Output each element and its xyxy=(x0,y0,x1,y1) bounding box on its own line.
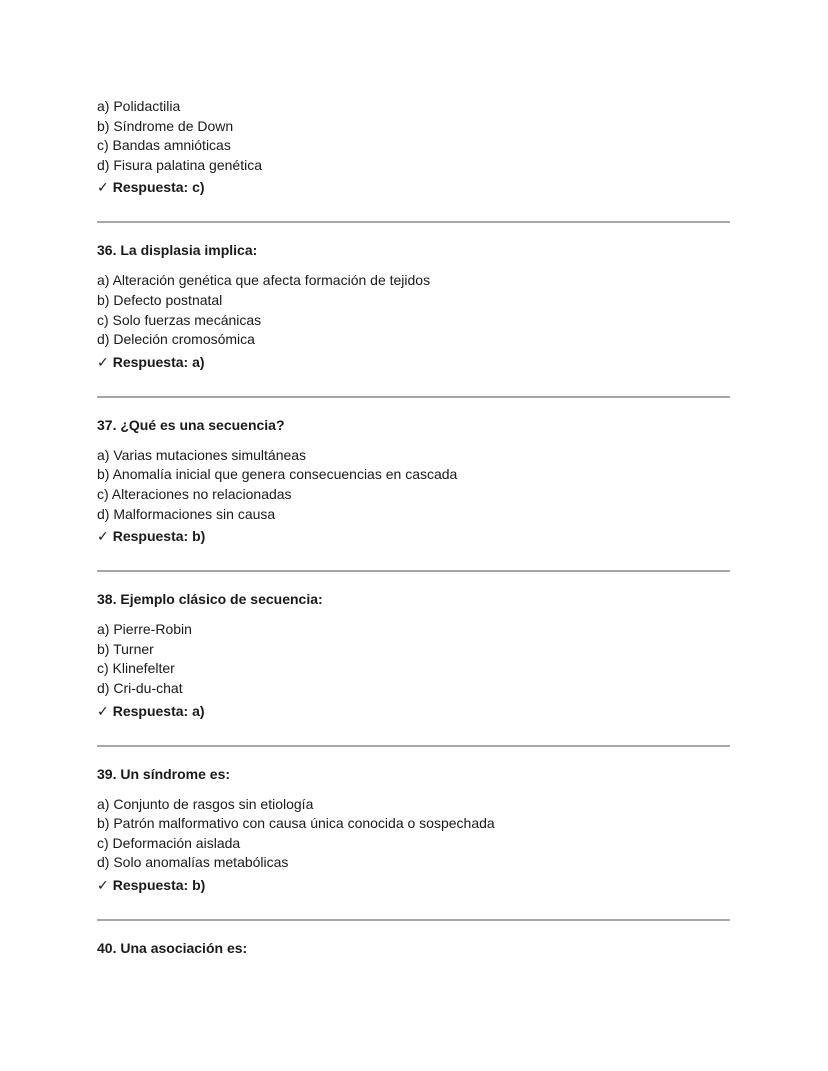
option-c: c) Alteraciones no relacionadas xyxy=(97,485,292,502)
document-page xyxy=(97,97,730,969)
answer-text: Respuesta: b) xyxy=(112,876,206,893)
divider xyxy=(97,396,730,398)
option-b: b) Patrón malformativo con causa única conocida o sospechada xyxy=(97,815,495,832)
question-39 xyxy=(97,764,730,895)
answer-text: Respuesta: a) xyxy=(112,702,205,719)
question-title: 36. La displasia implica: xyxy=(97,242,258,259)
option-c: c) Klinefelter xyxy=(97,660,175,677)
answer-line xyxy=(97,701,730,721)
checkmark-icon: ✓ xyxy=(97,702,109,719)
option-d: d) Solo anomalías metabólicas xyxy=(97,854,289,871)
divider xyxy=(97,570,730,572)
option-b: b) Turner xyxy=(97,640,154,657)
checkmark-icon: ✓ xyxy=(97,528,109,545)
checkmark-icon: ✓ xyxy=(97,876,109,893)
answer-line xyxy=(97,875,730,895)
question-title: 39. Un síndrome es: xyxy=(97,765,231,782)
option-b: b) Anomalía inicial que genera consecuencias en cascada xyxy=(97,466,458,483)
answer-text: Respuesta: c) xyxy=(112,179,205,196)
divider xyxy=(97,745,730,747)
option-a: a) Varias mutaciones simultáneas xyxy=(97,446,307,463)
option-a: a) Alteración genética que afecta formación de tejidos xyxy=(97,272,431,289)
question-title: 37. ¿Qué es una secuencia? xyxy=(97,416,285,433)
divider xyxy=(97,919,730,921)
option-d: d) Cri-du-chat xyxy=(97,679,183,696)
divider xyxy=(97,221,730,223)
answer-line xyxy=(97,352,730,372)
question-title: 38. Ejemplo clásico de secuencia: xyxy=(97,591,323,608)
option-d: d) Fisura palatina genética xyxy=(97,156,262,173)
question-35-continued xyxy=(97,97,730,197)
option-a: a) Conjunto de rasgos sin etiología xyxy=(97,795,314,812)
question-40 xyxy=(97,938,730,958)
question-title: 40. Una asociación es: xyxy=(97,939,248,956)
answer-line xyxy=(97,526,730,546)
question-37 xyxy=(97,415,730,546)
option-c: c) Solo fuerzas mecánicas xyxy=(97,311,262,328)
checkmark-icon: ✓ xyxy=(97,179,109,196)
answer-text: Respuesta: a) xyxy=(112,353,205,370)
option-d: d) Malformaciones sin causa xyxy=(97,505,276,522)
option-c: c) Deformación aislada xyxy=(97,834,241,851)
checkmark-icon: ✓ xyxy=(97,353,109,370)
option-b: b) Defecto postnatal xyxy=(97,291,223,308)
option-c: c) Bandas amnióticas xyxy=(97,137,231,154)
question-36 xyxy=(97,240,730,371)
question-38 xyxy=(97,589,730,720)
option-d: d) Deleción cromosómica xyxy=(97,331,255,348)
answer-line xyxy=(97,177,730,197)
option-a: a) Polidactilia xyxy=(97,98,181,114)
option-a: a) Pierre-Robin xyxy=(97,621,192,638)
answer-text: Respuesta: b) xyxy=(112,528,206,545)
option-b: b) Síndrome de Down xyxy=(97,117,234,134)
